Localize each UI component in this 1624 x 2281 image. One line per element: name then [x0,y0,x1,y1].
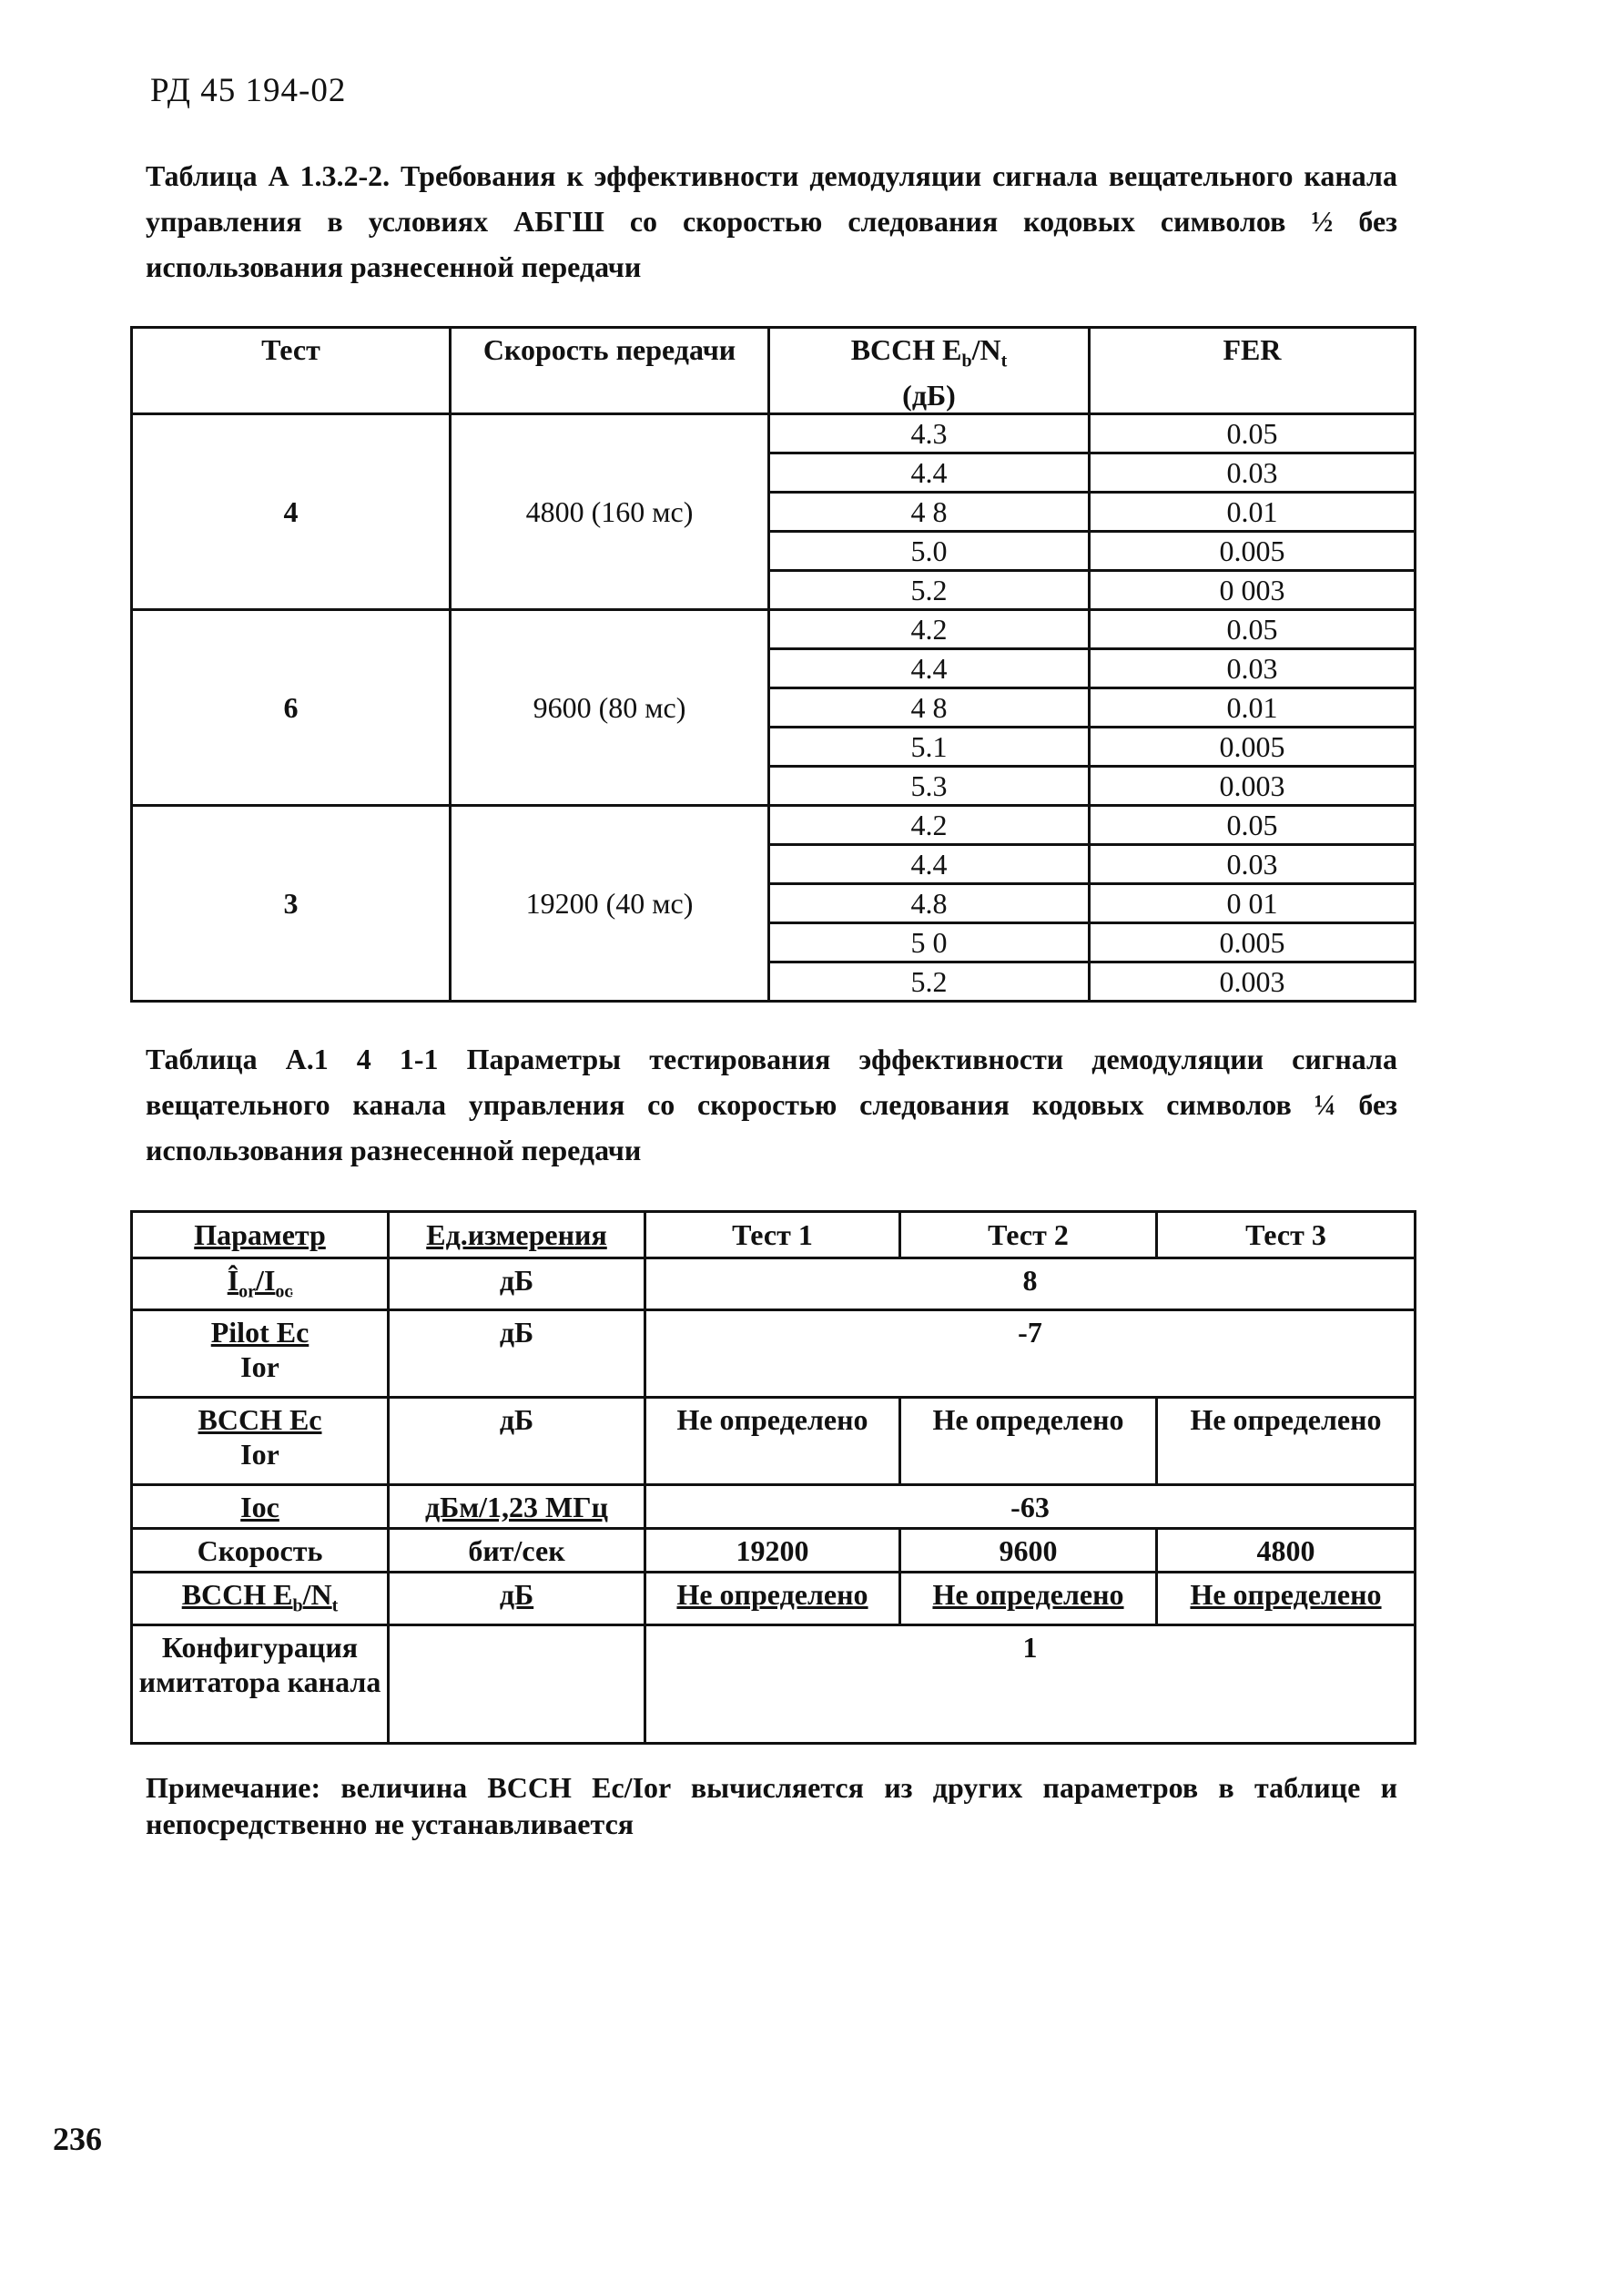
ior-ioc-value: 8 [645,1258,1416,1310]
table1-caption: Таблица А 1.3.2-2. Требования к эффективности демодуляции сигнала вещательного канала управления в условиях АБГШ со скоростью следования кодовых символов ½ без использования разнесенной передачи [146,159,1397,283]
bcch-ec-label [132,1398,389,1485]
table1-ebnt-cell: 4.8 [769,884,1090,923]
page-number: 236 [53,2121,102,2157]
table1-header-row [132,328,1416,414]
table1-ebnt-cell: 5 0 [769,923,1090,962]
bcch-ec-test1: Не определено [645,1398,900,1485]
bcch-ec-unit: дБ [389,1398,645,1485]
table1-fer-cell: 0.01 [1090,493,1416,532]
table1-ebnt-cell: 5.2 [769,571,1090,610]
ioc-value: -63 [645,1485,1416,1529]
ioc-label-text: Ioc [240,1491,279,1524]
table1-header-speed: Скорость передачи [451,328,769,414]
ior-ioc-unit: дБ [389,1258,645,1310]
table1-fer-cell: 0.003 [1090,962,1416,1002]
table1-test-cell: 3 [132,806,451,1002]
table1-ebnt-cell: 4 8 [769,493,1090,532]
table1-ebnt-cell: 4.4 [769,649,1090,688]
table1-fer-cell: 0.003 [1090,767,1416,806]
speed-unit: бит/сек [389,1529,645,1573]
table1-fer-cell: 0 003 [1090,571,1416,610]
table1-ebnt-cell: 4.2 [769,610,1090,649]
table1-header-test: Тест [132,328,451,414]
speed-test3: 4800 [1157,1529,1416,1573]
table2-header-param: Параметр [132,1212,389,1258]
table1-test-cell: 4 [132,414,451,610]
table1-header-ebnt-label: BCCH $E_b/N_t$ (дБ) [850,333,1008,412]
table1-speed-cell: 4800 (160 мс) [451,414,769,610]
table-row [132,806,1416,845]
footnote: Примечание: величина BCCH Ec/Ior вычисляется из других параметров в таблице и непосредственно не устанавливается [146,1771,1397,1840]
table1-ebnt-cell: 5.3 [769,767,1090,806]
pilot-ec-label [132,1310,389,1398]
config-value: 1 [645,1624,1416,1743]
table1-fer-cell: 0.03 [1090,649,1416,688]
speed-test2: 9600 [900,1529,1157,1573]
table1-fer-cell: 0.03 [1090,845,1416,884]
table1-fer-cell: 0.03 [1090,453,1416,493]
bcch-eb-label: BCCH $E_b/N_t$ [132,1573,389,1624]
ioc-label [132,1485,389,1529]
bcch-ec-test2: Не определено [900,1398,1157,1485]
bcch-eb-unit: дБ [389,1573,645,1624]
table1-fer-cell: 0 01 [1090,884,1416,923]
ioc-unit: дБм/1,23 МГц [389,1485,645,1529]
table2-header-test2: Тест 2 [900,1212,1157,1258]
speed-test1: 19200 [645,1529,900,1573]
document-header: РД 45 194-02 [150,72,347,109]
pilot-ec-num: Pilot Ec [210,1316,310,1349]
table-row [132,414,1416,453]
table1-fer-cell: 0.05 [1090,806,1416,845]
table-demodulation-requirements [130,326,1416,1003]
table-row [132,1485,1416,1529]
table-row [132,610,1416,649]
speed-label: Скорость [132,1529,389,1573]
table2-caption: Таблица А.1 4 1-1 Параметры тестирования эффективности демодуляции сигнала вещательного канала управления со скоростью следования кодовых символов ¼ без использования разнесенной передачи [146,1043,1397,1166]
table-row [132,1573,1416,1624]
table-row [132,1310,1416,1398]
table1-fer-cell: 0.005 [1090,728,1416,767]
table2-header-test1: Тест 1 [645,1212,900,1258]
table1-ebnt-cell: 5.0 [769,532,1090,571]
table1-ebnt-cell: 4.2 [769,806,1090,845]
config-unit [389,1624,645,1743]
table1-speed-cell: 19200 (40 мс) [451,806,769,1002]
pilot-ec-value: -7 [645,1310,1416,1398]
table1-ebnt-cell: 5.2 [769,962,1090,1002]
table2-header-test3: Тест 3 [1157,1212,1416,1258]
bcch-ec-den: Ior [240,1438,279,1471]
table-row [132,1398,1416,1485]
config-label: Конфигурация имитатора канала [132,1624,389,1743]
table2-header-unit: Ед.измерения [389,1212,645,1258]
table1-fer-cell: 0.005 [1090,923,1416,962]
table1-header-ebnt [769,328,1090,414]
bcch-ec-num: BCCH Ec [198,1403,322,1437]
bcch-eb-test1: Не определено [645,1573,900,1624]
table1-fer-cell: 0.01 [1090,688,1416,728]
table1-ebnt-cell: 4.4 [769,453,1090,493]
table1-speed-cell: 9600 (80 мс) [451,610,769,806]
table1-fer-cell: 0.05 [1090,610,1416,649]
bcch-eb-test2: Не определено [900,1573,1157,1624]
bcch-ec-test3: Не определено [1157,1398,1416,1485]
table1-ebnt-cell: 5.1 [769,728,1090,767]
pilot-ec-den: Ior [240,1350,279,1384]
table1-header-fer: FER [1090,328,1416,414]
pilot-ec-unit: дБ [389,1310,645,1398]
table1-fer-cell: 0.005 [1090,532,1416,571]
ior-ioc-label: $Î_{or}/I_{oc}$ [132,1258,389,1310]
table1-fer-cell: 0.05 [1090,414,1416,453]
table1-ebnt-cell: 4.3 [769,414,1090,453]
table1-test-cell: 6 [132,610,451,806]
table-row [132,1258,1416,1310]
table-row [132,1529,1416,1573]
table-row [132,1624,1416,1743]
table-test-parameters [130,1210,1416,1745]
bcch-eb-test3: Не определено [1157,1573,1416,1624]
table1-ebnt-cell: 4 8 [769,688,1090,728]
table1-ebnt-cell: 4.4 [769,845,1090,884]
table2-header-row [132,1212,1416,1258]
